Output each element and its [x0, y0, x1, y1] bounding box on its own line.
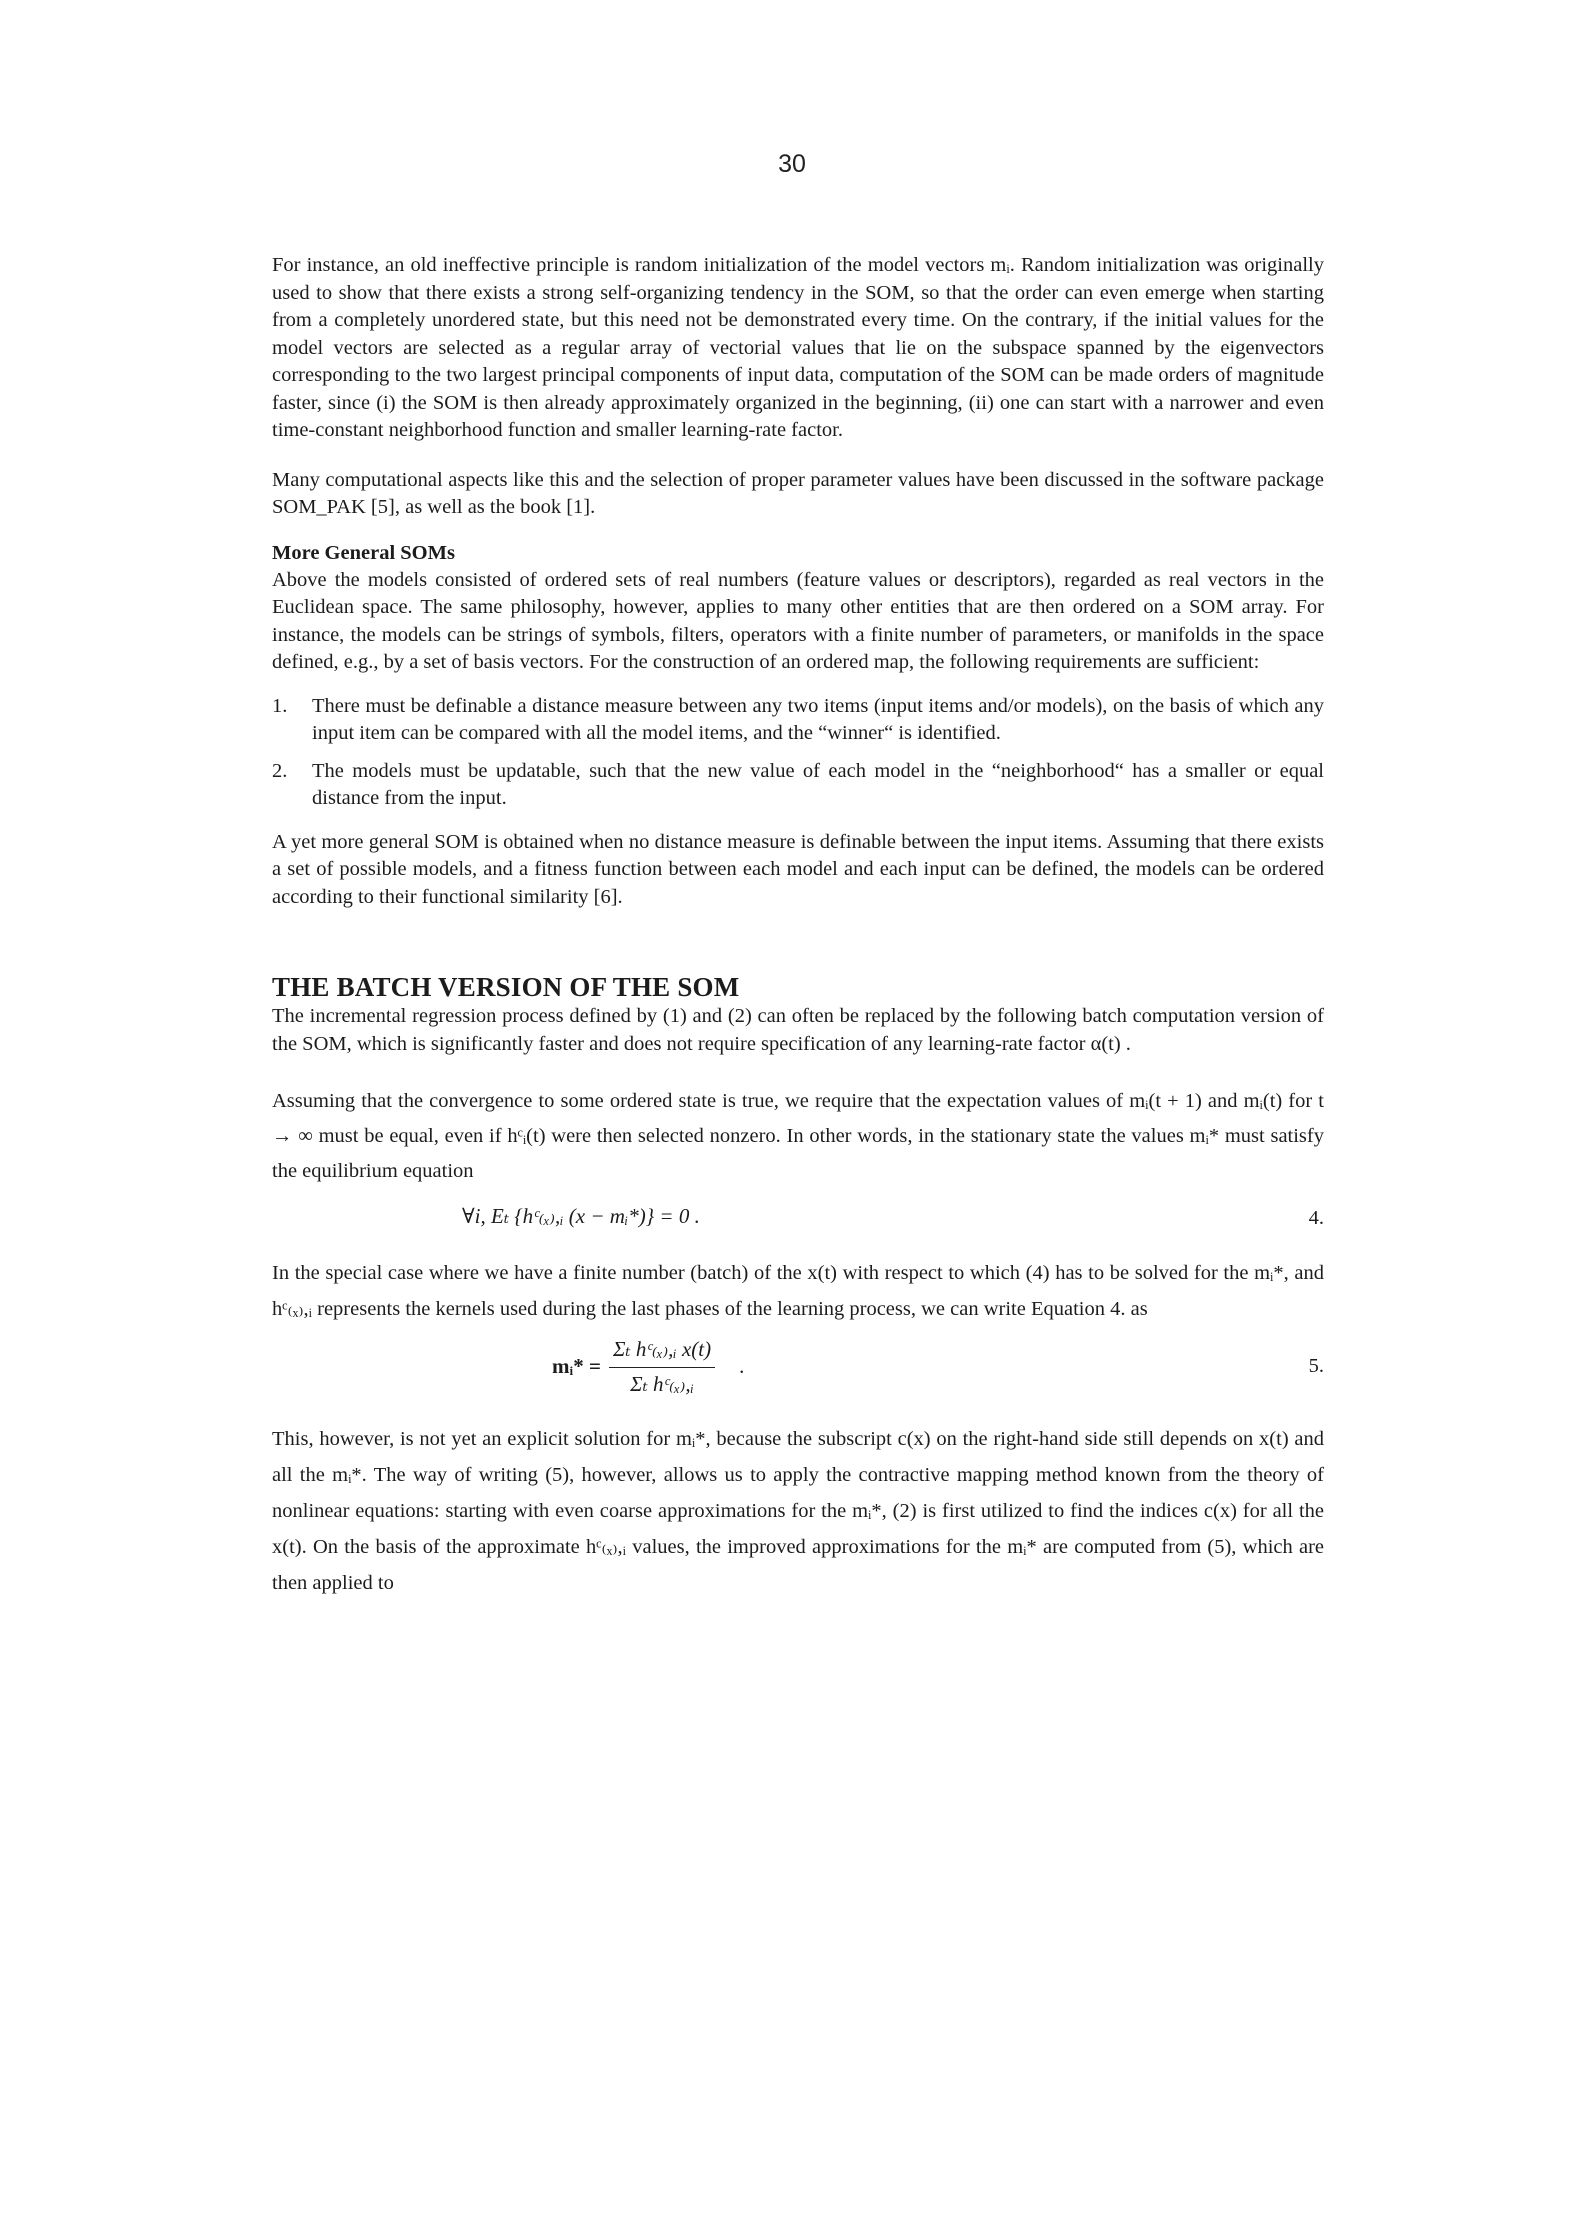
page-number: 30 — [778, 150, 806, 178]
equation-4 — [272, 1193, 1324, 1247]
equation-4-number: 4. — [1308, 1207, 1324, 1229]
paragraph-special-case: In the special case where we have a finite number (batch) of the x(t) with respect to which (4) has to be solved for the mᵢ*, and hᶜ₍ₓ₎,ᵢ represents the kernels used during the last phases of the learning process, we can write Equation 4. as — [272, 1262, 1324, 1320]
subheading-more-general-soms: More General SOMs — [272, 541, 455, 564]
equation-5 — [272, 1327, 1324, 1407]
list-item-number: 2. — [272, 759, 288, 782]
equation-5-period: . — [739, 1354, 745, 1379]
list-item — [272, 693, 1324, 748]
paragraph-contractive-mapping: This, however, is not yet an explicit solution for mᵢ*, because the subscript c(x) on the right-hand side still depends on x(t) and all the mᵢ*. The way of writing (5), however, allows us to apply the contractive mapping method known from the theory of nonlinear equations: starting with even coarse approximations for the mᵢ*, (2) is first utilized to find the indices c(x) for all the x(t). On the basis of the approximate hᶜ₍ₓ₎,ᵢ values, the improved approximations for the mᵢ* are computed from (5), which are then applied to — [272, 1428, 1324, 1594]
paragraph-batch-intro: The incremental regression process defined by (1) and (2) can often be replaced by the following batch computation version of the SOM, which is significantly faster and does not require specification of any learning-rate factor α(t) . — [272, 1005, 1324, 1055]
paragraph-som-pak: Many computational aspects like this and the selection of proper parameter values have been discussed in the software package SOM_PAK [5], as well as the book [1]. — [272, 468, 1324, 518]
paragraph-initialization: For instance, an old ineffective principle is random initialization of the model vectors mᵢ. Random initialization was originally used to show that there exists a strong self-organizing tendency in the SOM, so that the order can even emerge when starting from a completely unordered state, but this need not be demonstrated every time. On the contrary, if the initial values for the model vectors are selected as a regular array of vectorial values that lie on the subspace spanned by the eigenvectors corresponding to the two largest principal components of input data, computation of the SOM can be made orders of magnitude faster, since (i) the SOM is then already approximately organized in the beginning, (ii) one can start with a narrower and even time-constant neighborhood function and smaller learning-rate factor. — [272, 254, 1324, 441]
equation-4-expression: ∀i, Eₜ {hᶜ₍ₓ₎,ᵢ (x − mᵢ*)} = 0 . — [462, 1204, 700, 1228]
list-item-number: 1. — [272, 694, 288, 717]
list-item-text: The models must be updatable, such that the new value of each model in the “neighborhood“ has a smaller or equal distance from the input. — [312, 759, 1324, 809]
paragraph-convergence: Assuming that the convergence to some ordered state is true, we require that the expectation values of mᵢ(t + 1) and mᵢ(t) for t → ∞ must be equal, even if hᶜᵢ(t) were then selected nonzero. In other words, in the stationary state the values mᵢ* must satisfy the equilibrium equation — [272, 1090, 1324, 1182]
equation-5-number: 5. — [1308, 1355, 1324, 1377]
equation-5-fraction — [609, 1336, 715, 1398]
paragraph-fitness-function: A yet more general SOM is obtained when no distance measure is definable between the input items. Assuming that there exists a set of possible models, and a fitness function between each model and each input can be defined, the models can be ordered according to their functional similarity [6]. — [272, 830, 1324, 908]
list-item — [272, 758, 1324, 813]
equation-5-denominator: Σₜ hᶜ₍ₓ₎,ᵢ — [630, 1371, 694, 1396]
paragraph-general-models: Above the models consisted of ordered sets of real numbers (feature values or descriptors), regarded as real vectors in the Euclidean space. The same philosophy, however, applies to many other entities that are then ordered on a SOM array. For instance, the models can be strings of symbols, filters, operators with a finite number of parameters, or manifolds in the space defined, e.g., by a set of basis vectors. For the construction of an ordered map, the following requirements are sufficient: — [272, 568, 1324, 673]
equation-5-numerator: Σₜ hᶜ₍ₓ₎,ᵢ x(t) — [612, 1337, 712, 1361]
equation-5-lhs: mᵢ* = — [552, 1354, 601, 1379]
equation-5-body — [552, 1327, 744, 1407]
requirements-list — [272, 693, 1324, 813]
list-item-text: There must be definable a distance measure between any two items (input items and/or models), on the basis of which any input item can be compared with all the model items, and the “winner“ is identified. — [312, 694, 1324, 744]
page-body — [272, 252, 1324, 1601]
section-title: THE BATCH VERSION OF THE SOM — [272, 972, 740, 1002]
